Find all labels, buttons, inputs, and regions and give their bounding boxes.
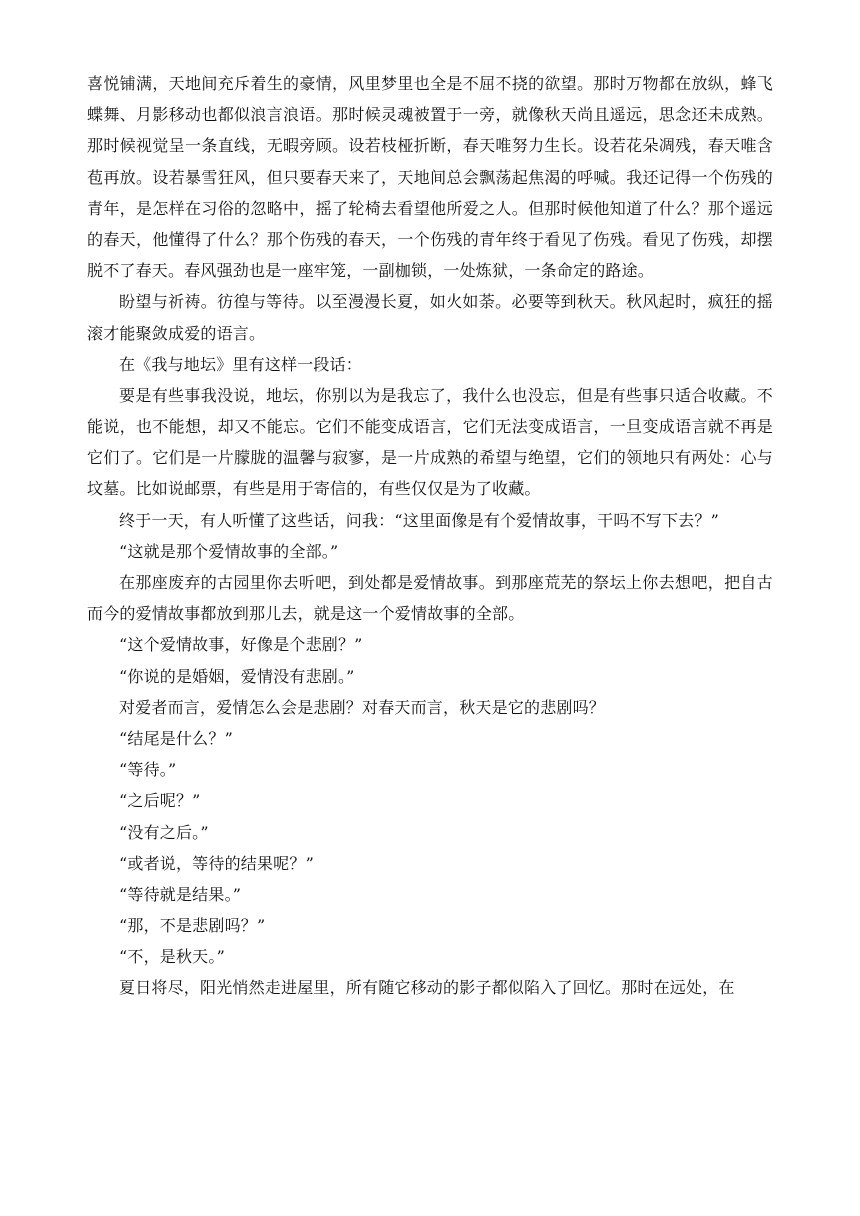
dialogue-line-7: “没有之后。” <box>119 822 209 842</box>
paragraph-1: 喜悦铺满，天地间充斥着生的豪情，风里梦里也全是不屈不挠的欲望。那时万物都在放纵，蜂飞蝶舞、月影移动也都似浪言浪语。那时候灵魂被置于一旁，就像秋天尚且遥远，思念还未成熟。那时候视觉呈一条直线，无暇旁顾。设若枝桠折断，春天唯努力生长。设若花朵凋残，春天唯含苞再放。设若暴雪狂风，但只要春天来了，天地间总会飘荡起焦渴的呼喊。我还记得一个伤残的青年，是怎样在习俗的忽略中，摇了轮椅去看望他所爱之人。但那时候他知道了什么？那个遥远的春天，他懂得了什么？那个伤残的春天，一个伤残的青年终于看见了伤残。看见了伤残，却摆脱不了春天。春风强劲也是一座牢笼，一副枷锁，一处炼狱，一条命定的路途。 <box>87 74 773 281</box>
dialogue-line-3: “你说的是婚姻，爱情没有悲剧。” <box>119 666 355 686</box>
paragraph-3: 在《我与地坛》里有这样一段话： <box>119 354 363 374</box>
dialogue-line-2: “这个爱情故事，好像是个悲剧？” <box>119 635 363 655</box>
paragraph-5: 终于一天，有人听懂了这些话，问我：“这里面像是有个爱情故事，干吗不写下去？” <box>119 510 719 530</box>
paragraph-7: 在那座废弃的古园里你去听吧，到处都是爱情故事。到那座荒芜的祭坛上你去想吧，把自古而今的爱情故事都放到那儿去，就是这一个爱情故事的全部。 <box>87 573 773 624</box>
dialogue-line-9: “等待就是结果。” <box>119 884 242 904</box>
dialogue-line-1: “这就是那个爱情故事的全部。” <box>119 541 339 561</box>
dialogue-line-10: “那，不是悲剧吗？” <box>119 916 266 936</box>
dialogue-line-6: “之后呢？” <box>119 791 201 811</box>
paragraph-19: 夏日将尽，阳光悄然走进屋里，所有随它移动的影子都似陷入了回忆。那时在远处，在 <box>119 978 735 998</box>
quote-paragraph: 要是有些事我没说，地坛，你别以为是我忘了，我什么也没忘，但是有些事只适合收藏。不能说，也不能想，却又不能忘。它们不能变成语言，它们无法变成语言，一旦变成语言就不再是它们了。它们是一片朦胧的温馨与寂寥，是一片成熟的希望与绝望，它们的领地只有两处：心与坟墓。比如说邮票，有些是用于寄信的，有些仅仅是为了收藏。 <box>87 385 773 499</box>
paragraph-10: 对爱者而言，爱情怎么会是悲剧？对春天而言，秋天是它的悲剧吗？ <box>119 697 606 717</box>
dialogue-line-4: “结尾是什么？” <box>119 728 233 748</box>
dialogue-line-11: “不，是秋天。” <box>119 947 225 967</box>
dialogue-line-8: “或者说，等待的结果呢？” <box>119 853 314 873</box>
dialogue-line-5: “等待。” <box>119 760 177 780</box>
paragraph-2: 盼望与祈祷。彷徨与等待。以至漫漫长夏，如火如荼。必要等到秋天。秋风起时，疯狂的摇滚才能聚敛成爱的语言。 <box>87 292 773 343</box>
document-body <box>87 68 773 1004</box>
